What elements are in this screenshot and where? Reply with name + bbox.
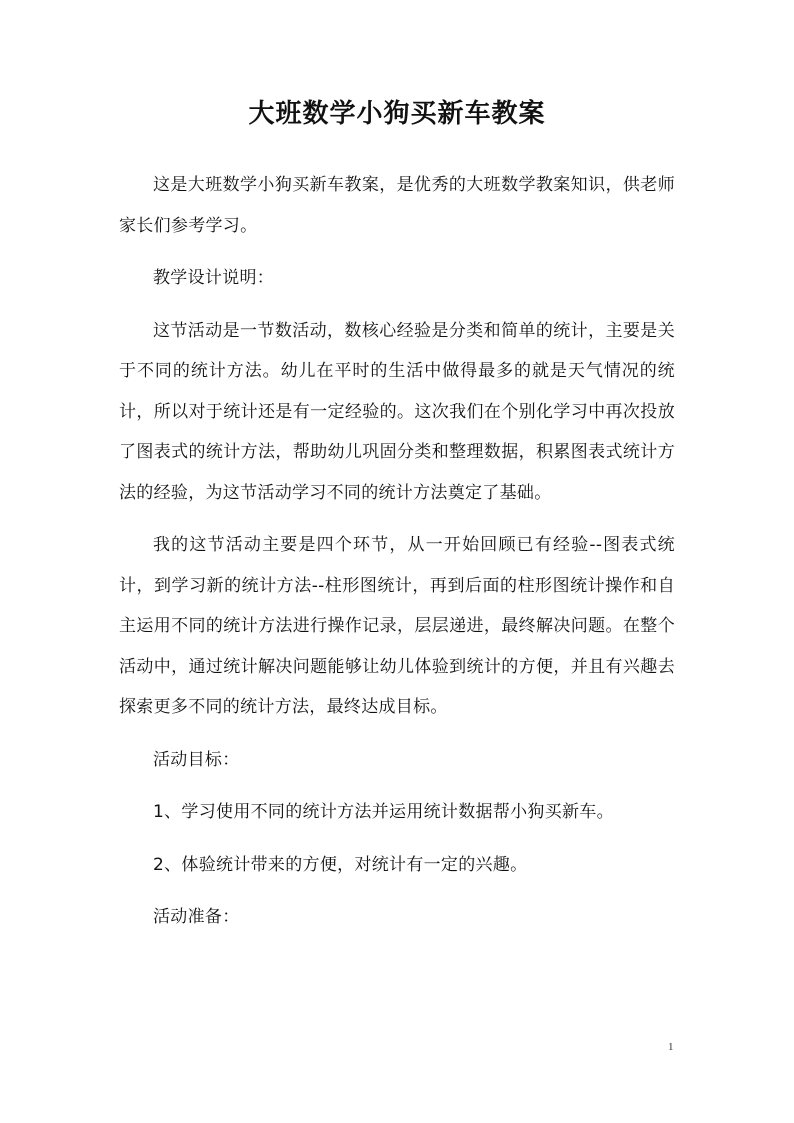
activity-goals-heading: 活动目标： [153, 749, 240, 770]
document-body [119, 165, 675, 938]
document-title: 大班数学小狗买新车教案 [248, 99, 546, 129]
activity-preparation-heading: 活动准备： [153, 907, 240, 927]
intro-paragraph: 这是大班数学小狗买新车教案，是优秀的大班数学教案知识，供老师家长们参考学习。 [119, 175, 675, 236]
design-notes-heading: 教学设计说明： [153, 268, 275, 288]
page-number: 1 [668, 1041, 674, 1053]
design-notes-paragraph: 这节活动是一节数活动，数核心经验是分类和简单的统计，主要是关于不同的统计方法。幼儿在平时的生活中做得最多的就是天气情况的统计，所以对于统计还是有一定经验的。这次我们在个别化学习中再次投放了图表式的统计方法，帮助幼儿巩固分类和整理数据，积累图表式统计方法的经验，为这节活动学习不同的统计方法奠定了基础。 [119, 320, 675, 503]
activity-structure-paragraph: 我的这节活动主要是四个环节，从一开始回顾已有经验--图表式统计，到学习新的统计方法--柱形图统计，再到后面的柱形图统计操作和自主运用不同的统计方法进行操作记录，层层递进，最终解决问题。在整个活动中，通过统计解决问题能够让幼儿体验到统计的方便，并且有兴趣去探索更多不同的统计方法，最终达成目标。 [119, 535, 675, 717]
goal-item-1: 1、学习使用不同的统计方法并运用统计数据帮小狗买新车。 [153, 802, 614, 822]
goal-item-2: 2、体验统计带来的方便，对统计有一定的兴趣。 [153, 854, 528, 875]
